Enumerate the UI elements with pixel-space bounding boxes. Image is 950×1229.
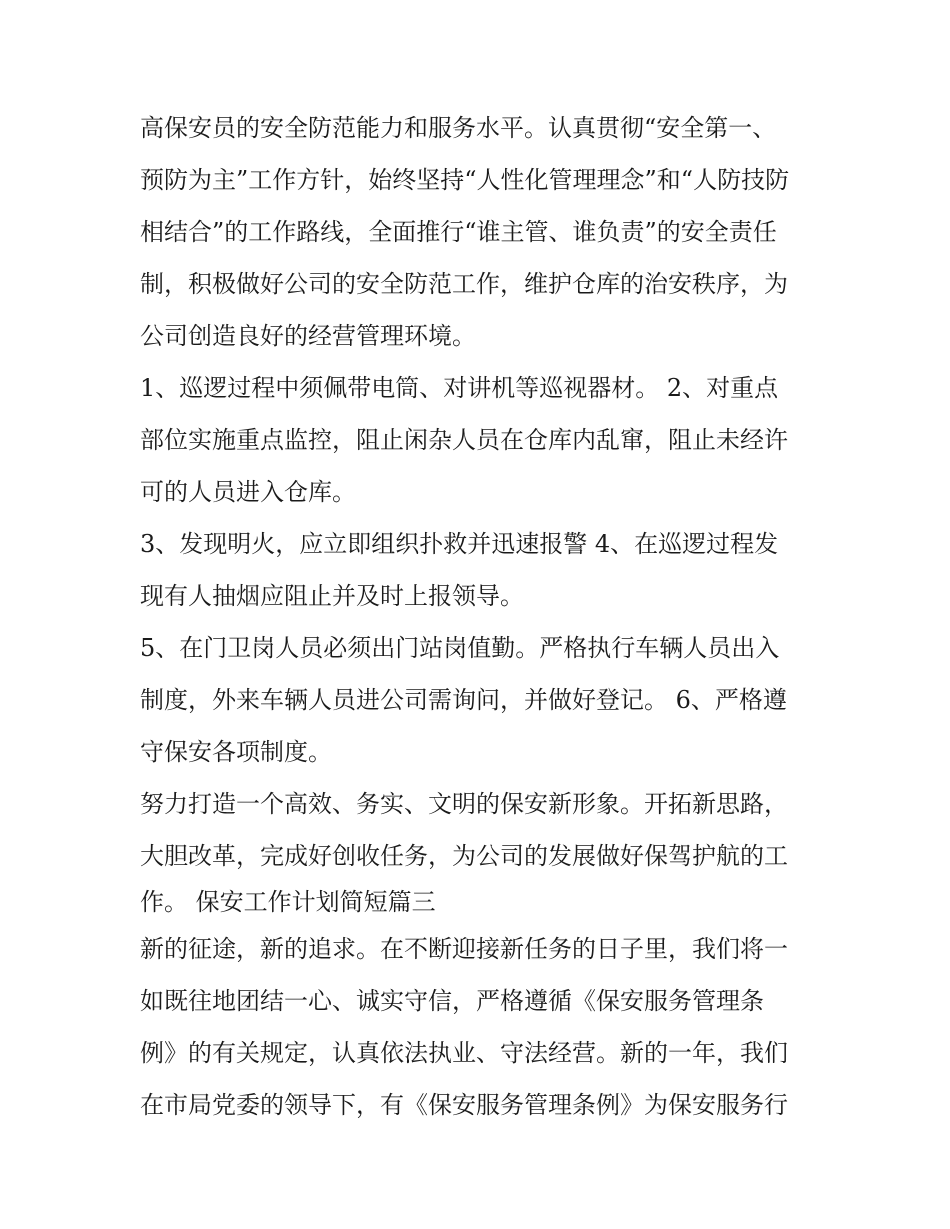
text-line: 努力打造一个高效、务实、文明的保安新形象。开拓新思路， [140, 790, 788, 818]
text-line: 高保安员的安全防范能力和服务水平。认真贯彻“安全第一、 [140, 114, 777, 142]
text-line: 大胆改革，完成好创收任务，为公司的发展做好保驾护航的工 [140, 842, 788, 870]
text-line: 可的人员进入仓库。 [140, 478, 356, 506]
document-body [140, 102, 812, 1131]
text-line: 守保安各项制度。 [140, 738, 332, 766]
text-line: 在市局党委的领导下，有《保安服务管理条例》为保安服务行 [140, 1091, 788, 1119]
text-line: 公司创造良好的经营管理环境。 [140, 322, 476, 350]
text-line: 1、巡逻过程中须佩带电筒、对讲机等巡视器材。 2、对重点 [140, 374, 779, 402]
text-line: 部位实施重点监控，阻止闲杂人员在仓库内乱窜，阻止未经许 [140, 426, 788, 454]
text-line: 新的征途，新的追求。在不断迎接新任务的日子里，我们将一 [140, 935, 788, 963]
text-line: 5、在门卫岗人员必须出门站岗值勤。严格执行车辆人员出入 [140, 634, 780, 662]
text-line: 现有人抽烟应阻止并及时上报领导。 [140, 582, 524, 610]
text-line: 预防为主”工作方针，始终坚持“人性化管理理念”和“人防技防 [140, 166, 790, 194]
text-line: 相结合”的工作路线，全面推行“谁主管、谁负责”的安全责任 [140, 218, 777, 246]
text-line: 制度，外来车辆人员进公司需询问，并做好登记。 6、严格遵 [140, 686, 787, 714]
text-line: 例》的有关规定，认真依法执业、守法经营。新的一年，我们 [140, 1039, 788, 1067]
text-line: 如既往地团结一心、诚实守信，严格遵循《保安服务管理条 [140, 987, 764, 1015]
text-line: 作。 保安工作计划简短篇三 [140, 888, 436, 916]
text-line: 3、发现明火，应立即组织扑救并迅速报警 4、在巡逻过程发 [140, 530, 779, 558]
text-line: 制，积极做好公司的安全防范工作，维护仓库的治安秩序，为 [140, 270, 788, 298]
